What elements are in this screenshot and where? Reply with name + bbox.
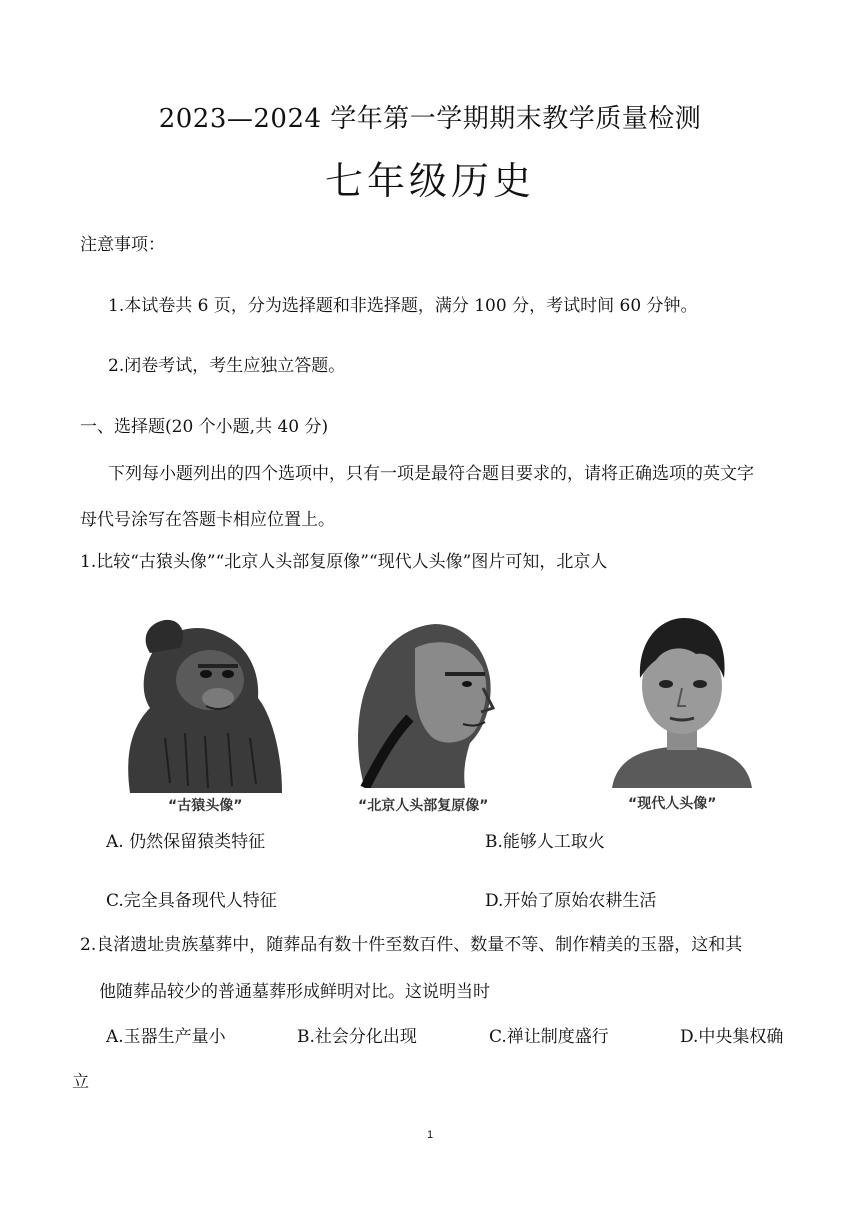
question-2-stem-line1: 2.良渚遗址贵族墓葬中，随葬品有数十件至数百件、数量不等、制作精美的玉器，这和其 — [80, 935, 743, 955]
question-2-option-d-wrap: 立 — [72, 1072, 89, 1092]
question-1-stem: 1.比较“古猿头像”“北京人头部复原像”“现代人头像”图片可知，北京人 — [80, 552, 608, 572]
peking-man-caption: “北京人头部复原像” — [358, 798, 489, 814]
question-1-option-d: D.开始了原始农耕生活 — [485, 891, 657, 911]
question-1-option-c: C.完全具备现代人特征 — [106, 891, 277, 911]
notice-item-2: 2.闭卷考试，考生应独立答题。 — [108, 356, 346, 376]
notice-heading: 注意事项： — [80, 235, 165, 255]
section-instruction-line2: 母代号涂写在答题卡相应位置上。 — [80, 510, 335, 530]
question-2-option-c: C.禅让制度盛行 — [489, 1027, 609, 1047]
modern-human-caption: “现代人头像” — [628, 796, 717, 812]
question-2-option-d: D.中央集权确 — [680, 1027, 784, 1047]
question-2-option-a: A.玉器生产量小 — [106, 1027, 226, 1047]
notice-item-1: 1.本试卷共 6 页，分为选择题和非选择题，满分 100 分，考试时间 60 分钟。 — [108, 296, 698, 316]
section-instruction-line1: 下列每小题列出的四个选项中，只有一项是最符合题目要求的，请将正确选项的英文字 — [108, 464, 754, 484]
page-number: 1 — [426, 1129, 434, 1141]
peking-man-head-illustration — [345, 608, 505, 818]
question-2-stem-line2: 他随葬品较少的普通墓葬形成鲜明对比。这说明当时 — [99, 982, 490, 1002]
question-1-option-a: A. 仍然保留猿类特征 — [106, 832, 266, 852]
section-title: 一、选择题(20 个小题,共 40 分) — [80, 417, 329, 437]
modern-human-photo — [612, 608, 752, 818]
ape-head-illustration — [110, 608, 290, 818]
ape-head-caption: “古猿头像” — [168, 798, 243, 814]
question-2-option-b: B.社会分化出现 — [297, 1027, 417, 1047]
exam-title: 2023—2024 学年第一学期期末教学质量检测 — [158, 104, 702, 134]
question-1-option-b: B.能够人工取火 — [485, 832, 605, 852]
subject-title: 七年级历史 — [324, 159, 535, 203]
